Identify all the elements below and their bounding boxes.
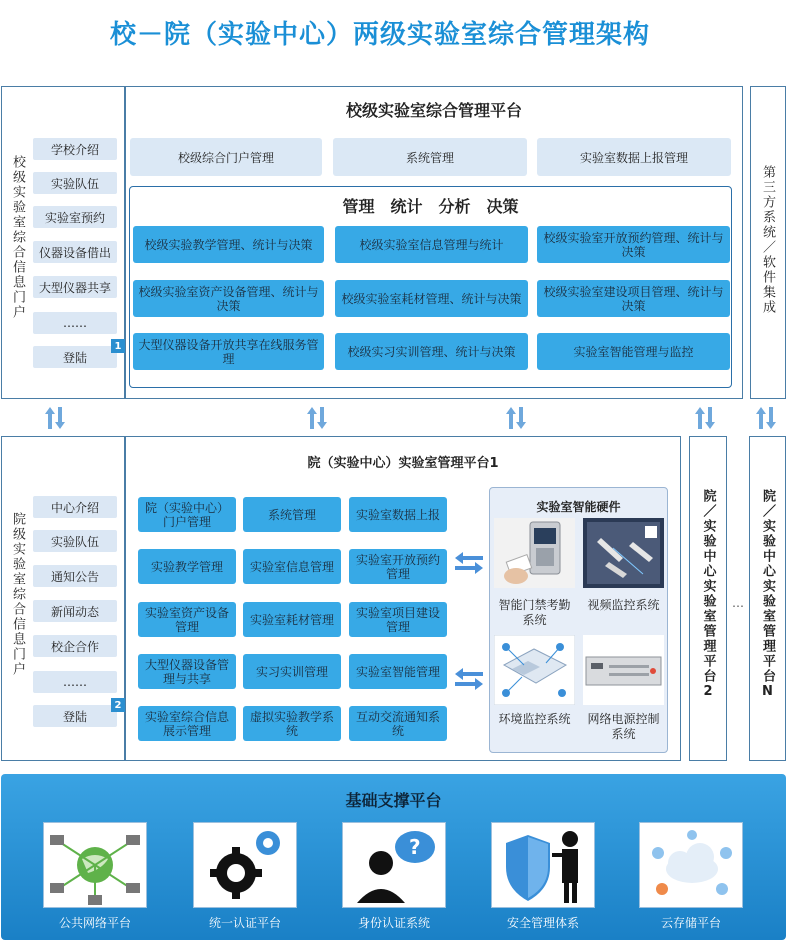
- school-module[interactable]: 校级实习实训管理、统计与决策: [335, 333, 528, 370]
- third-party-label: 第三方系统／软件集成: [760, 165, 775, 315]
- college-platform-2-label: 院／实验中心实验室管理平台2: [700, 489, 716, 701]
- school-portal-mgmt-module[interactable]: 校级综合门户管理: [130, 138, 322, 176]
- access-control-icon: [494, 518, 575, 588]
- network-power-icon: [583, 635, 664, 705]
- base-item-label: 统一认证平台: [208, 916, 281, 930]
- college-nav-item[interactable]: ……: [33, 671, 117, 693]
- school-module[interactable]: 校级实验室开放预约管理、统计与决策: [537, 226, 730, 263]
- exchange-arrows-icon: [453, 666, 485, 692]
- college-module[interactable]: 院（实验中心）门户管理: [138, 497, 236, 532]
- link-arrows-icon: [42, 404, 68, 432]
- shield-icon: [492, 823, 594, 907]
- school-nav-item[interactable]: 学校介绍: [33, 138, 117, 160]
- base-item-label: 云存储平台: [660, 916, 721, 930]
- hardware-label: 网络电源控制系统: [587, 712, 660, 741]
- cloud-storage-tile: [639, 822, 743, 908]
- hardware-label: 环境监控系统: [498, 712, 571, 726]
- hardware-label: 视频监控系统: [587, 598, 660, 612]
- school-nav-item[interactable]: 实验室预约: [33, 206, 117, 228]
- hardware-label: 智能门禁考勤系统: [498, 598, 571, 627]
- college-nav-item[interactable]: 新闻动态: [33, 600, 117, 622]
- college-module[interactable]: 互动交流通知系统: [349, 706, 447, 741]
- decision-title: 管理 统计 分析 决策: [342, 197, 519, 216]
- school-platform-title: 校级实验室综合管理平台: [345, 101, 522, 120]
- school-module[interactable]: 校级实验教学管理、统计与决策: [133, 226, 324, 263]
- school-login-button[interactable]: 登陆: [33, 346, 117, 368]
- school-nav-item[interactable]: ……: [33, 312, 117, 334]
- base-platform-title: 基础支撑平台: [345, 791, 442, 810]
- platform-ellipsis: …: [732, 596, 744, 610]
- public-network-tile: [43, 822, 147, 908]
- base-item-label: 身份认证系统: [357, 916, 430, 930]
- school-portal-label: 校级实验室综合信息门户: [10, 155, 25, 320]
- unified-auth-tile: [193, 822, 297, 908]
- base-item-label: 安全管理体系: [506, 916, 579, 930]
- identity-auth-tile: [342, 822, 446, 908]
- college-nav-item[interactable]: 通知公告: [33, 565, 117, 587]
- link-arrows-icon: [692, 404, 718, 432]
- college-module[interactable]: 实验室耗材管理: [243, 602, 341, 637]
- college-login-button[interactable]: 登陆: [33, 705, 117, 727]
- college-nav-item[interactable]: 校企合作: [33, 635, 117, 657]
- college-platform-title: 院（实验中心）实验室管理平台1: [307, 456, 499, 471]
- school-module[interactable]: 校级实验室资产设备管理、统计与决策: [133, 280, 324, 317]
- college-module[interactable]: 大型仪器设备管理与共享: [138, 654, 236, 689]
- school-module[interactable]: 校级实验室耗材管理、统计与决策: [335, 280, 528, 317]
- college-module[interactable]: 实验室智能管理: [349, 654, 447, 689]
- school-module[interactable]: 实验室智能管理与监控: [537, 333, 730, 370]
- college-module[interactable]: 实验室项目建设管理: [349, 602, 447, 637]
- person-question-icon: [343, 823, 445, 907]
- college-module[interactable]: 虚拟实验教学系统: [243, 706, 341, 741]
- college-module[interactable]: 实验室信息管理: [243, 549, 341, 584]
- gears-icon: [194, 823, 296, 907]
- school-nav-item[interactable]: 仪器设备借出: [33, 241, 117, 263]
- school-data-report-module[interactable]: 实验室数据上报管理: [537, 138, 731, 176]
- school-module[interactable]: 校级实验室信息管理与统计: [335, 226, 528, 263]
- school-nav-item[interactable]: 实验队伍: [33, 172, 117, 194]
- network-globe-icon: [44, 823, 146, 907]
- college-module[interactable]: 系统管理: [243, 497, 341, 532]
- page-title: 校－院（实验中心）两级实验室综合管理架构: [109, 20, 650, 50]
- college-portal-label: 院级实验室综合信息门户: [10, 512, 25, 677]
- college-module[interactable]: 实验室开放预约管理: [349, 549, 447, 584]
- environment-monitor-icon: [494, 635, 575, 705]
- school-system-mgmt-module[interactable]: 系统管理: [333, 138, 527, 176]
- base-item-label: 公共网络平台: [58, 916, 131, 930]
- college-module[interactable]: 实习实训管理: [243, 654, 341, 689]
- school-badge: 1: [111, 339, 125, 353]
- link-arrows-icon: [503, 404, 529, 432]
- college-module[interactable]: 实验教学管理: [138, 549, 236, 584]
- school-module[interactable]: 大型仪器设备开放共享在线服务管理: [133, 333, 324, 370]
- svg-text:?: ?: [409, 835, 421, 859]
- security-mgmt-tile: [491, 822, 595, 908]
- college-module[interactable]: 实验室综合信息展示管理: [138, 706, 236, 741]
- college-platform-2[interactable]: [689, 436, 727, 761]
- cloud-icon: [640, 823, 742, 907]
- hardware-title: 实验室智能硬件: [536, 500, 621, 514]
- college-module[interactable]: 实验室资产设备管理: [138, 602, 236, 637]
- school-module[interactable]: 校级实验室建设项目管理、统计与决策: [537, 280, 730, 317]
- link-arrows-icon: [304, 404, 330, 432]
- college-nav-item[interactable]: 实验队伍: [33, 530, 117, 552]
- link-arrows-icon: [753, 404, 779, 432]
- college-nav-item[interactable]: 中心介绍: [33, 496, 117, 518]
- college-platform-n[interactable]: [749, 436, 786, 761]
- college-badge: 2: [111, 698, 125, 712]
- video-surveillance-icon: [583, 518, 664, 588]
- exchange-arrows-icon: [453, 550, 485, 576]
- school-nav-item[interactable]: 大型仪器共享: [33, 276, 117, 298]
- college-platform-n-label: 院／实验中心实验室管理平台N: [760, 489, 775, 701]
- third-party-panel: [750, 86, 786, 399]
- college-module[interactable]: 实验室数据上报: [349, 497, 447, 532]
